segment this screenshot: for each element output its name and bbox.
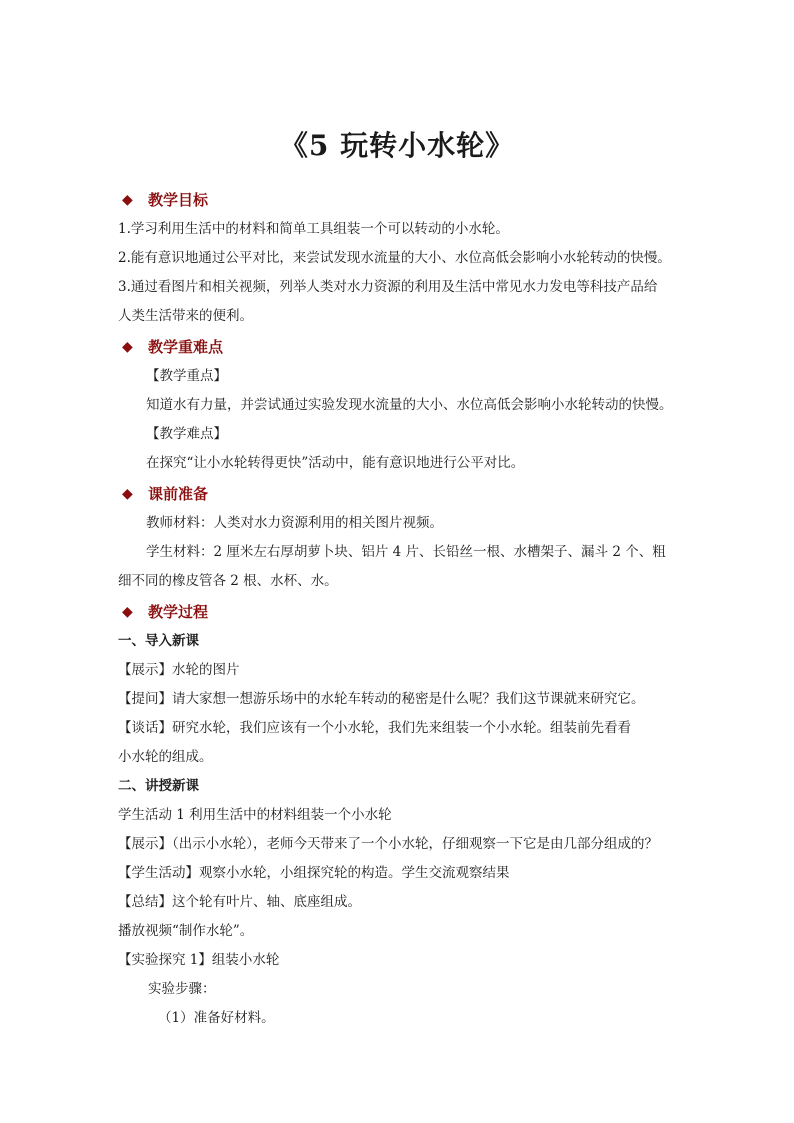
section-title: 教学过程 <box>148 603 209 621</box>
diamond-bullet-icon: ◆ <box>122 486 133 502</box>
page-title: 《5 玩转小水轮》 <box>279 129 515 162</box>
part-title: 二、讲授新课 <box>118 778 199 794</box>
difficulty-label: 【教学难点】 <box>146 426 227 442</box>
section-heading-prep <box>118 480 680 509</box>
goal-item: 3.通过看图片和相关视频，列举人类对水力资源的利用及生活中常见水力发电等科技产品给 <box>118 279 658 295</box>
diamond-bullet-icon: ◆ <box>122 192 133 208</box>
paragraph: 播放视频“制作水轮”。 <box>118 923 254 939</box>
teacher-materials: 教师材料：人类对水力资源利用的相关图片视频。 <box>146 515 443 531</box>
student-materials-line: 学生材料：2 厘米左右厚胡萝卜块、铝片 4 片、长铅丝一根、水槽架子、漏斗 2 个、粗 <box>146 544 666 560</box>
document-body <box>118 184 680 1033</box>
paragraph: 小水轮的组成。 <box>118 749 213 765</box>
goal-item: 人类生活带来的便利。 <box>118 308 253 324</box>
goal-item: 1.学习利用生活中的材料和简单工具组装一个可以转动的小水轮。 <box>118 221 509 237</box>
section-heading-goals <box>118 186 680 215</box>
section-title: 教学重难点 <box>148 338 224 356</box>
section-heading-process <box>118 598 680 627</box>
paragraph: 【展示】（出示小水轮），老师今天带来了一个小水轮，仔细观察一下它是由几部分组成的？ <box>118 836 658 852</box>
paragraph: 【实验探究 1】组装小水轮 <box>118 952 280 968</box>
section-title: 教学目标 <box>148 191 209 209</box>
paragraph: 【展示】水轮的图片 <box>118 662 240 678</box>
goal-item: 2.能有意识地通过公平对比，来尝试发现水流量的大小、水位高低会影响小水轮转动的快慢。 <box>118 250 671 266</box>
paragraph: 【总结】这个轮有叶片、轴、底座组成。 <box>118 894 361 910</box>
focus-label: 【教学重点】 <box>146 368 227 384</box>
focus-text: 知道水有力量，并尝试通过实验发现水流量的大小、水位高低会影响小水轮转动的快慢。 <box>146 397 673 413</box>
section-title: 课前准备 <box>148 485 209 503</box>
part-title: 一、导入新课 <box>118 633 199 649</box>
difficulty-text: 在探究“让小水轮转得更快”活动中，能有意识地进行公平对比。 <box>146 455 525 471</box>
paragraph: 【提问】请大家想一想游乐场中的水轮车转动的秘密是什么呢？我们这节课就来研究它。 <box>118 691 645 707</box>
diamond-bullet-icon: ◆ <box>122 604 133 620</box>
paragraph: 【谈话】研究水轮，我们应该有一个小水轮，我们先来组装一个小水轮。组装前先看看 <box>118 720 631 736</box>
paragraph: 【学生活动】观察小水轮，小组探究轮的构造。学生交流观察结果 <box>118 865 510 881</box>
step-item: （1）准备好材料。 <box>158 1010 275 1026</box>
student-materials-line: 细不同的橡皮管各 2 根、水杯、水。 <box>118 573 338 589</box>
paragraph: 学生活动 1 利用生活中的材料组装一个小水轮 <box>118 807 392 823</box>
section-heading-keypoints <box>118 333 680 362</box>
steps-label: 实验步骤： <box>148 981 216 997</box>
diamond-bullet-icon: ◆ <box>122 339 133 355</box>
